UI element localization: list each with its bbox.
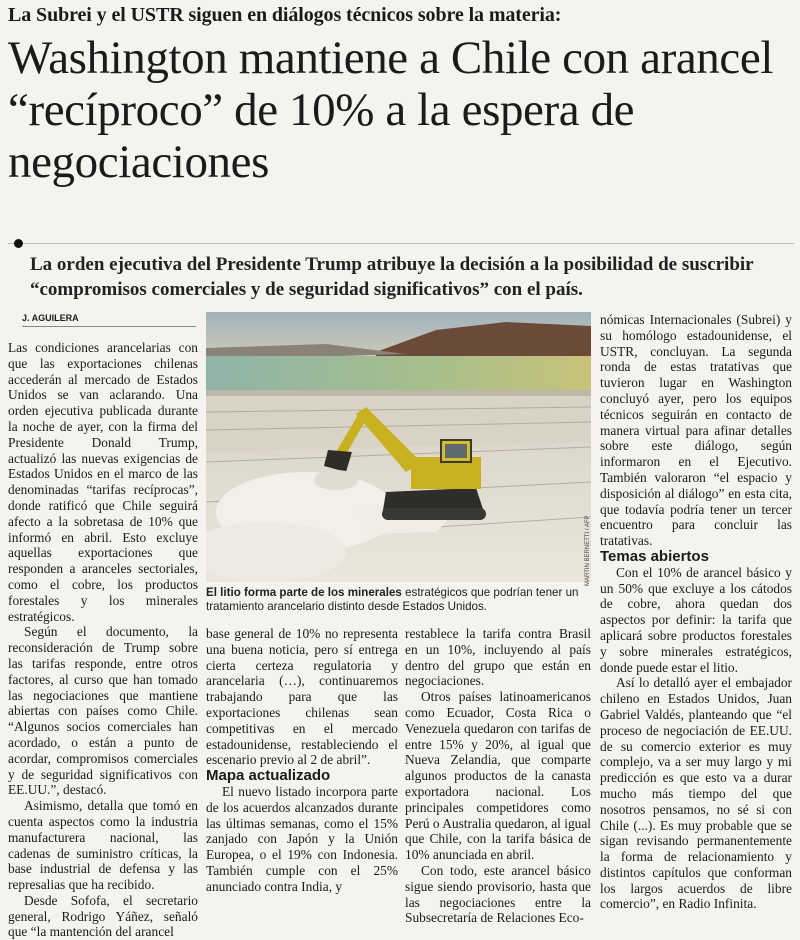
section-subhead: Mapa actualizado — [206, 767, 331, 785]
body-column-4 — [600, 312, 792, 912]
paragraph: El nuevo listado incorpora parte de los acuerdos alcanzados durante las últimas semanas, como el 15% zanjado con Japón y la Unión Europea, o el 19% con Indonesia. También cumple con el 25% anunciado contra India, y — [206, 783, 398, 894]
paragraph: restablece la tarifa contra Brasil en un 10%, incluyendo al país dentro del grupo que están en negociaciones. — [405, 626, 591, 689]
paragraph: Con el 10% de arancel básico y un 50% que excluye a los cátodos de cobre, ahora quedan dos aspectos por definir: la tarifa que aplicará sobre productos forestales y sobre minerales estratégicos, donde puede estar el litio. — [600, 564, 792, 675]
paragraph: base general de 10% no representa una buena noticia, pero sí entrega cierta certeza regulatoria y arancelaria (…), continuaremos trabajando para que las exportaciones chilenas sean competitivas en el mercado estadounidense, restableciendo el escenario previo al 2 de abril”. — [206, 626, 398, 768]
caption-text: estratégicos que podrían tener un tratamiento arancelario distinto desde Estados Unidos. — [206, 586, 579, 613]
article-headline: Washington mantiene a Chile con arancel “recíproco” de 10% a la espera de negociaciones — [8, 32, 773, 188]
article-byline: J. AGUILERA — [22, 313, 196, 327]
caption-lead: El litio forma parte de los minerales — [206, 586, 402, 599]
photo-credit: MARTIN BERNETTI / AFP — [585, 515, 591, 586]
article-dek: La orden ejecutiva del Presidente Trump atribuye la decisión a la posibilidad de suscribir “compromisos comerciales y de seguridad significativos” con el país. — [30, 254, 754, 300]
bullet-icon — [14, 239, 23, 248]
paragraph: Así lo detalló ayer el embajador chileno en Estados Unidos, Juan Gabriel Valdés, planteando que “el proceso de negociación de EE.UU. de su comercio exterior es muy complejo, va a ser muy largo y mi predicción es que esto va a durar mucho más tiempo del que nosotros pensamos, no sé si con Chile (...). Es muy probable que se sigan revisando permanentemente la forma de relacionamiento y distintos capítulos que conforman los largos acuerdos de libre comercio”, en Radio Infinita. — [600, 675, 792, 912]
article-photo — [206, 312, 591, 582]
paragraph: Según el documento, la reconsideración de Trump sobre las tarifas responde, entre otros factores, al curso que han tomado las negociaciones que mantiene abiertas con países como Chile. “Algunos socios comerciales han acordado, o están a punto de acordar, compromisos comerciales y de seguridad significativos con EE.UU.”, destacó. — [8, 624, 198, 798]
lithium-mine-excavator-image — [206, 312, 591, 582]
paragraph: nómicas Internacionales (Subrei) y su homólogo estadounidense, el USTR, concluyan. La segunda ronda de estas tratativas que tuvieron lugar en Washington concluyó ayer, pero los equipos técnicos seguirán en contacto de manera virtual para afinar detalles sobre este diálogo, según informaron en el Ejecutivo. También valoraron “el espacio y disposición al diálogo” en esta cita, que todavía podría tener un tercer encuentro para concluir las tratativas. — [600, 312, 792, 549]
photo-caption — [206, 586, 591, 614]
article-kicker: La Subrei y el USTR siguen en diálogos técnicos sobre la materia: — [8, 4, 562, 26]
section-subhead: Temas abiertos — [600, 547, 709, 565]
dek-divider — [8, 243, 794, 244]
paragraph: Desde Sofofa, el secretario general, Rodrigo Yáñez, señaló que “la mantención del arancel — [8, 892, 198, 940]
body-column-2 — [206, 626, 398, 895]
paragraph: Las condiciones arancelarias con que las exportaciones chilenas accederán al mercado de Estados Unidos se van aclarando. Una orden ejecutiva publicada durante la noche de ayer, con la firma del Presidente Donald Trump, actualizó las nuevas exigencias de Estados Unidos en el marco de las denominadas “tarifas recíprocas”, donde ratificó que Chile seguirá afecto a la sobretasa de 10% que informó en abril. Esto excluye aquellas exportaciones que responden a aranceles sectoriales, como el cobre, los productos forestales y los minerales estratégicos. — [8, 340, 198, 624]
body-column-1 — [8, 340, 198, 940]
body-column-3 — [405, 626, 591, 926]
paragraph: Otros países latinoamericanos como Ecuador, Costa Rica o Venezuela quedaron con tarifas de entre 15% y 20%, al igual que Nueva Zelandia, que comparte algunos productos de la canasta exportadora nacional. Los principales competidores como Perú o Australia quedaron, al igual que Chile, con la tarifa básica de 10% anunciada en abril. — [405, 689, 591, 863]
paragraph: Con todo, este arancel básico sigue siendo provisorio, hasta que las negociaciones entre la Subsecretaría de Relaciones Eco- — [405, 862, 591, 926]
paragraph: Asimismo, detalla que tomó en cuenta aspectos como la industria manufacturera nacional, las cadenas de suministro críticas, la base industrial de defensa y las represalias que ha recibido. — [8, 798, 198, 893]
